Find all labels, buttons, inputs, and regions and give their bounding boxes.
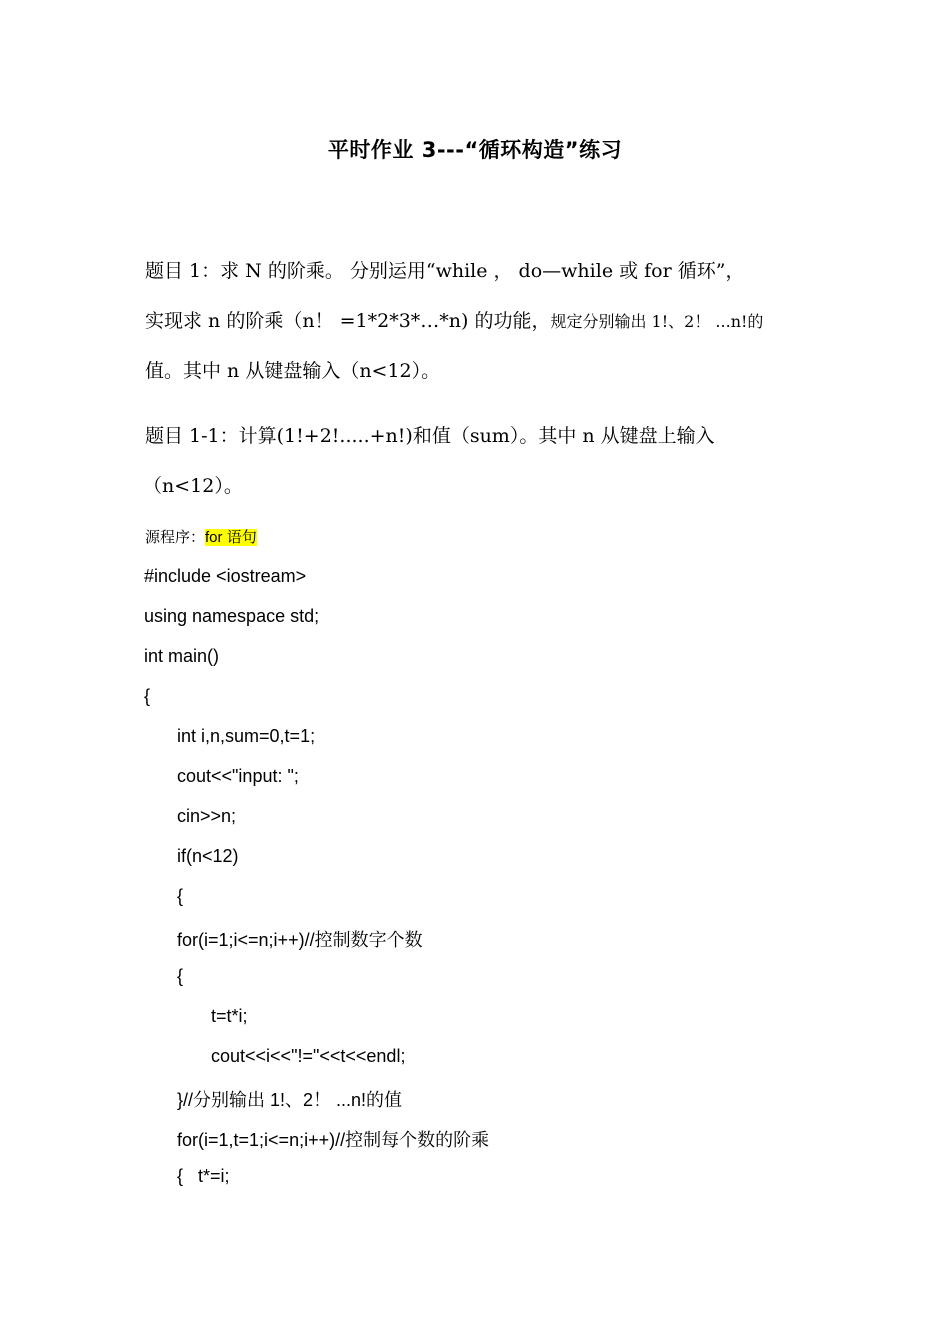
- code-line: {: [177, 966, 184, 986]
- document-title: 平时作业 3---“循环构造”练习: [327, 138, 623, 162]
- task1-line2-main: 实现求 n 的阶乘（n！ =1*2*3*…*n) 的功能，: [145, 310, 551, 332]
- source-highlight: for 语句: [205, 529, 257, 546]
- code-line: }//分别输出 1!、2！ ...n!的值: [177, 1090, 403, 1110]
- task1-line3: 值。其中 n 从键盘输入（n<12）。: [145, 360, 441, 382]
- source-label-line: [145, 526, 257, 547]
- code-line: cin>>n;: [177, 806, 237, 826]
- code-line: cout<<i<<"!="<<t<<endl;: [211, 1046, 406, 1066]
- source-label: 源程序：: [145, 528, 206, 546]
- code-line: using namespace std;: [144, 606, 320, 626]
- code-line: t=t*i;: [211, 1006, 248, 1026]
- code-line: int i,n,sum=0,t=1;: [177, 726, 316, 746]
- code-line: for(i=1,t=1;i<=n;i++)//控制每个数的阶乘: [177, 1130, 490, 1150]
- task1-1-line2: （n<12）。: [143, 475, 243, 497]
- task1-line2-small: 规定分别输出 1!、2！ ...n!的: [550, 312, 764, 331]
- code-line: cout<<"input: ";: [177, 766, 299, 786]
- code-line: { t*=i;: [177, 1166, 230, 1186]
- code-line: {: [144, 686, 151, 706]
- task1-1-line1: 题目 1-1：计算(1!+2!.....+n!)和值（sum）。其中 n 从键盘上输入: [145, 425, 715, 447]
- code-line: {: [177, 886, 184, 906]
- task1-line2: [145, 306, 825, 333]
- code-line: int main(): [144, 646, 220, 666]
- code-line: #include <iostream>: [144, 566, 307, 586]
- task1-line1: 题目 1：求 N 的阶乘。 分别运用“while ， do—while 或 for 循环”，: [145, 260, 745, 282]
- code-line: for(i=1;i<=n;i++)//控制数字个数: [177, 930, 423, 950]
- code-line: if(n<12): [177, 846, 239, 866]
